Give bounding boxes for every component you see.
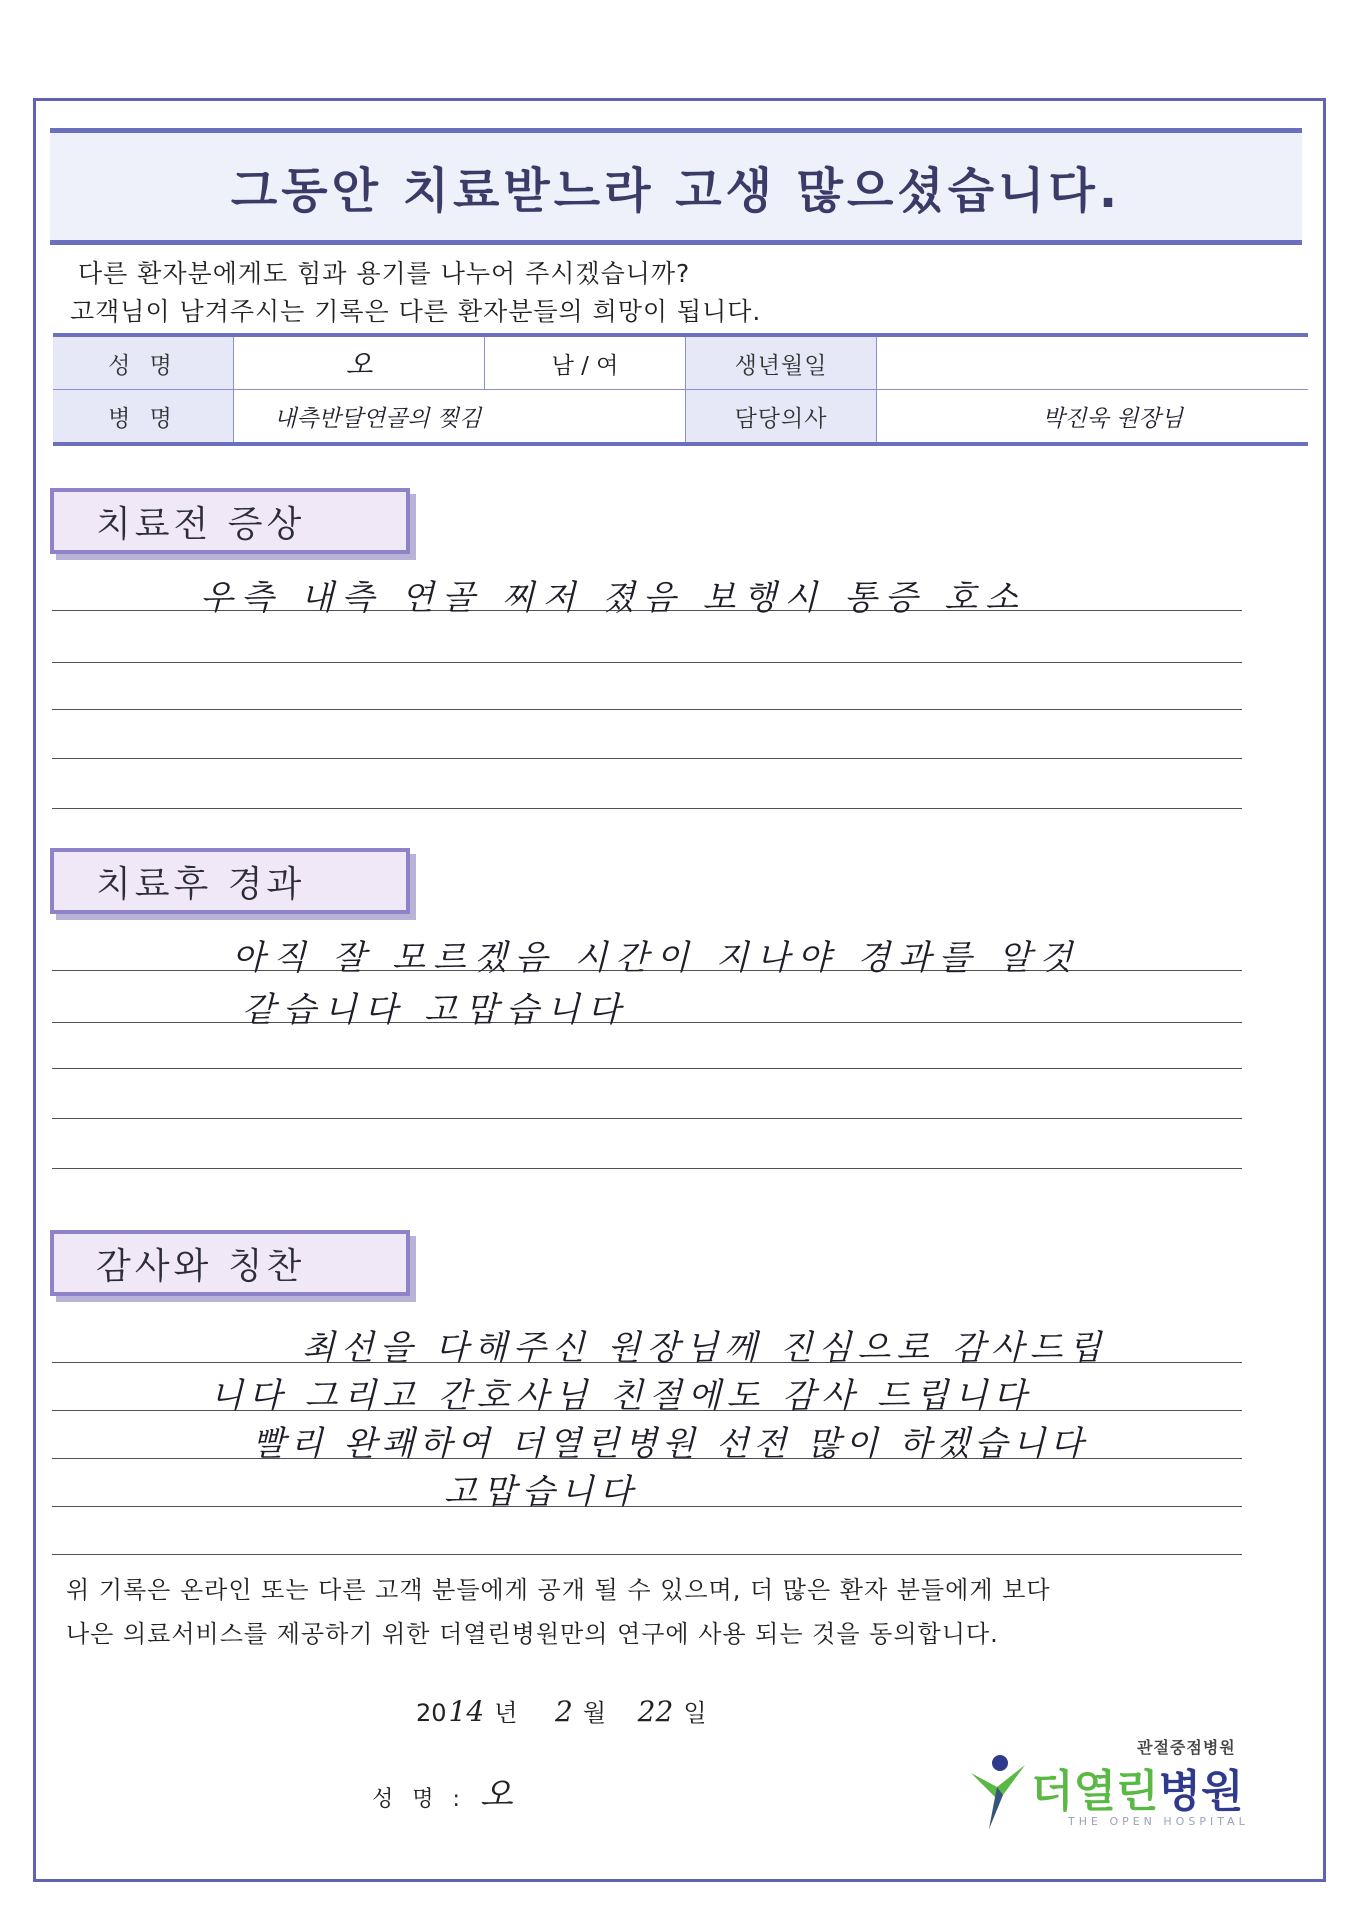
disease-label: 병 명: [53, 390, 234, 445]
intro-text: [70, 255, 762, 331]
gender-field: 남 / 여: [485, 335, 686, 390]
birth-value: [877, 335, 1309, 390]
consent-text: [66, 1568, 1051, 1656]
signature-label: 성 명 :: [372, 1787, 466, 1812]
after-lines: [52, 920, 1242, 1180]
date-year: 14: [448, 1695, 485, 1728]
date-year-unit: 년: [494, 1699, 518, 1727]
patient-info-table: [53, 333, 1308, 446]
logo-name: [1031, 1755, 1244, 1819]
logo-name-prefix: 더열린: [1031, 1766, 1159, 1817]
section-before-label: 치료전 증상: [50, 488, 410, 554]
name-value: 오: [234, 335, 485, 390]
intro-line-2: 고객님이 남겨주시는 기록은 다른 환자분들의 희망이 됩니다.: [70, 297, 762, 326]
signature-value: 오: [479, 1775, 513, 1815]
date-day: 22: [637, 1695, 674, 1728]
doctor-label: 담당의사: [686, 390, 877, 445]
date-month: 2: [555, 1695, 573, 1728]
thanks-lines: [52, 1310, 1242, 1560]
before-line-1: 우측 내측 연골 찌저 졌음 보행시 통증 호소: [200, 578, 1026, 618]
after-line-1: 아직 잘 모르겠음 시간이 지나야 경과를 알것: [232, 938, 1081, 978]
before-lines: [52, 560, 1242, 820]
disease-value: 내측반달연골의 찢김: [234, 390, 686, 445]
thanks-line-4: 고맙습니다: [444, 1472, 639, 1512]
logo-figure-icon: [967, 1751, 1031, 1831]
intro-line-1: 다른 환자분에게도 힘과 용기를 나누어 주시겠습니까?: [78, 259, 691, 288]
logo-subtitle: 관절중점병원: [1137, 1738, 1236, 1757]
page-title: 그동안 치료받느라 고생 많으셨습니다.: [230, 163, 1122, 219]
doctor-value: 박진욱 원장님: [877, 390, 1309, 445]
date-line: [416, 1693, 707, 1728]
section-after-label: 치료후 경과: [50, 848, 410, 914]
consent-line-1: 위 기록은 온라인 또는 다른 고객 분들에게 공개 될 수 있으며, 더 많은 환자 분들에게 보다: [66, 1576, 1051, 1604]
logo-name-suffix: 병원: [1158, 1766, 1244, 1817]
birth-label: 생년월일: [686, 335, 877, 390]
thanks-line-2: 니다 그리고 간호사님 친절에도 감사 드립니다: [210, 1376, 1033, 1416]
after-line-2: 같습니다 고맙습니다: [242, 990, 629, 1030]
date-day-unit: 일: [683, 1699, 707, 1727]
title-banner: [50, 128, 1302, 245]
consent-line-2: 나은 의료서비스를 제공하기 위한 더열린병원만의 연구에 사용 되는 것을 동의합니다.: [66, 1620, 999, 1648]
logo-english: THE OPEN HOSPITAL: [1068, 1815, 1249, 1828]
hospital-logo: [965, 1735, 1265, 1835]
thanks-line-1: 최선을 다해주신 원장님께 진심으로 감사드립: [302, 1328, 1108, 1368]
date-year-prefix: 20: [416, 1699, 447, 1727]
date-month-unit: 월: [582, 1699, 607, 1727]
signature-line: [372, 1767, 513, 1816]
thanks-line-3: 빨리 완쾌하여 더열린병원 선전 많이 하겠습니다: [252, 1424, 1088, 1464]
section-thanks-label: 감사와 칭찬: [50, 1230, 410, 1296]
name-label: 성 명: [53, 335, 234, 390]
